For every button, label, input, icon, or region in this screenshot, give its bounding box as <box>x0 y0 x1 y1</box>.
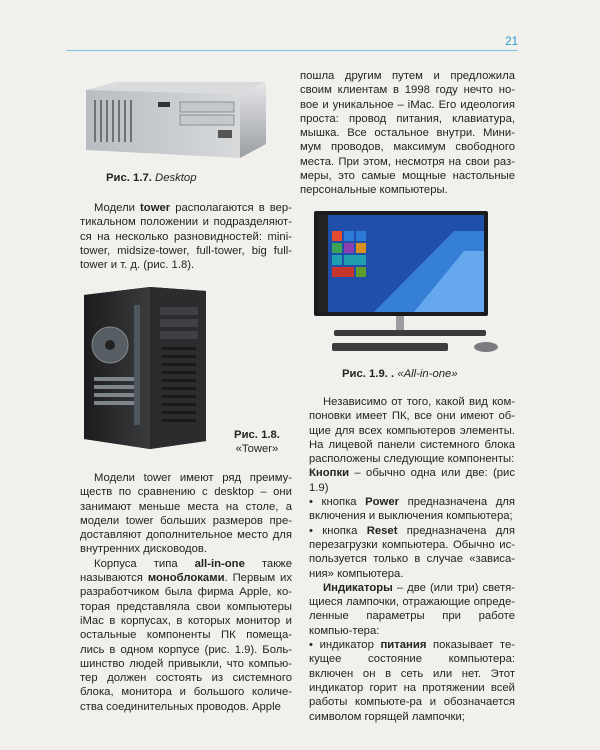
paragraph-tower-intro <box>80 201 292 272</box>
text-run: располагаются в вер-тикальном положении и подразделяют-ся на несколько разновидностей: mini-tower, midsize-tower, full-tower, big full-tower и т. д. (рис. 1.8). <box>80 202 292 272</box>
term-indicators: Индикаторы <box>323 581 393 594</box>
term-all-in-one: all-in-one <box>194 557 245 570</box>
caption-fig-1-7 <box>106 171 286 185</box>
left-column-top <box>80 201 292 272</box>
figure-tower <box>80 285 280 455</box>
paragraph-buttons <box>309 466 515 495</box>
text-run: также называются <box>80 557 292 585</box>
text-run: кнопка <box>321 496 366 509</box>
term-tower: tower <box>140 202 171 214</box>
caption-fig-1-9-title: «All-in-one» <box>397 368 458 380</box>
text-run: показывает те-кущее состояние компьютера: включен он в сеть или нет. Этот индикатор горит на протяжении всей работы компьюте-ра и обозначается символом горящей лампочки; <box>309 639 516 723</box>
caption-fig-1-9-prefix: Рис. 1.9. . <box>342 368 395 380</box>
caption-fig-1-7-prefix: Рис. 1.7. <box>106 172 152 184</box>
bullet-reset <box>309 524 515 581</box>
figure-desktop <box>80 80 266 184</box>
caption-fig-1-9 <box>342 367 502 381</box>
text-run: – обычно одна или две: (рис 1.9) <box>309 467 515 494</box>
term-power-indicator: питания <box>380 639 427 652</box>
header-rule <box>66 50 518 51</box>
term-buttons: Кнопки <box>309 467 350 480</box>
paragraph-tower-advantages: Модели tower имеют ряд преиму-ществ по сравнению с desktop – они занимают меньше места на столе, а модели tower больших размеров пре-доставляют дополнительное место для внутренних дисководов. <box>80 472 292 556</box>
right-column-bottom <box>309 395 515 724</box>
caption-fig-1-8 <box>217 428 297 456</box>
paragraph-all-in-one <box>80 557 292 714</box>
paragraph-imac: пошла другим путем и предложила своим клиентам в 1998 году нечто но-вое и уникальное – iMac. Его идеология проста: провод питания, клавиатура, мышка. Все остальное внутри. Мини-мум проводов, максимум свободного места. При этом, несмотря на свои раз-меры, это самые мощные настольные персональные компьютеры. <box>300 70 515 197</box>
text-run: предназначена для перезагрузки компьютера. Обычно ис-пользуется только в случае «зависа-ния» компьютера. <box>309 524 515 580</box>
figure-all-in-one <box>314 211 498 380</box>
caption-fig-1-7-title: Desktop <box>155 172 197 184</box>
paragraph-components: Независимо от того, какой вид ком-поновки имеет ПК, все они имеют об-щие для всех компьютеров элементы. На лицевой панели системного блока расположены следующие компоненты: <box>309 396 515 466</box>
all-in-one-image <box>314 211 498 361</box>
text-run: Модели <box>94 202 141 214</box>
text-run: . Первым их разработчиком была фирма Apple, ко-торая представляла свои компьютеры iMac в корпусах, в которых монитор и остальные компоненты ПК помеща-лись в одном корпусе (рис. 1.9). Боль-шинство людей привыкли, что компью-тер должен состоять из системного блока, монитора и большого количе-ства соединительных проводов. Apple <box>80 572 293 713</box>
right-column-top <box>300 69 515 198</box>
paragraph-indicators <box>309 581 515 638</box>
term-reset: Reset <box>366 524 398 537</box>
desktop-case-image <box>80 80 266 160</box>
text-run: кнопка <box>322 524 367 537</box>
text-run: Корпуса типа <box>94 557 195 570</box>
bullet-power-indicator <box>309 638 515 724</box>
term-monoblock: моноблоками <box>147 572 225 585</box>
caption-fig-1-8-prefix: Рис. 1.8. <box>234 429 280 441</box>
text-run: – две (или три) светя-щиеся лампочки, отражающие опреде-ленные параметры при работе компью-тера: <box>309 581 515 637</box>
tower-case-image <box>80 285 210 449</box>
page-number: 21 <box>505 36 518 48</box>
text-run: индикатор <box>319 639 381 652</box>
bullet-power <box>309 495 515 524</box>
caption-fig-1-8-title: «Tower» <box>235 443 279 455</box>
left-column-bottom <box>80 471 292 714</box>
term-power: Power <box>365 496 400 509</box>
text-run: предназначена для включения и выключения компьютера; <box>309 496 515 523</box>
